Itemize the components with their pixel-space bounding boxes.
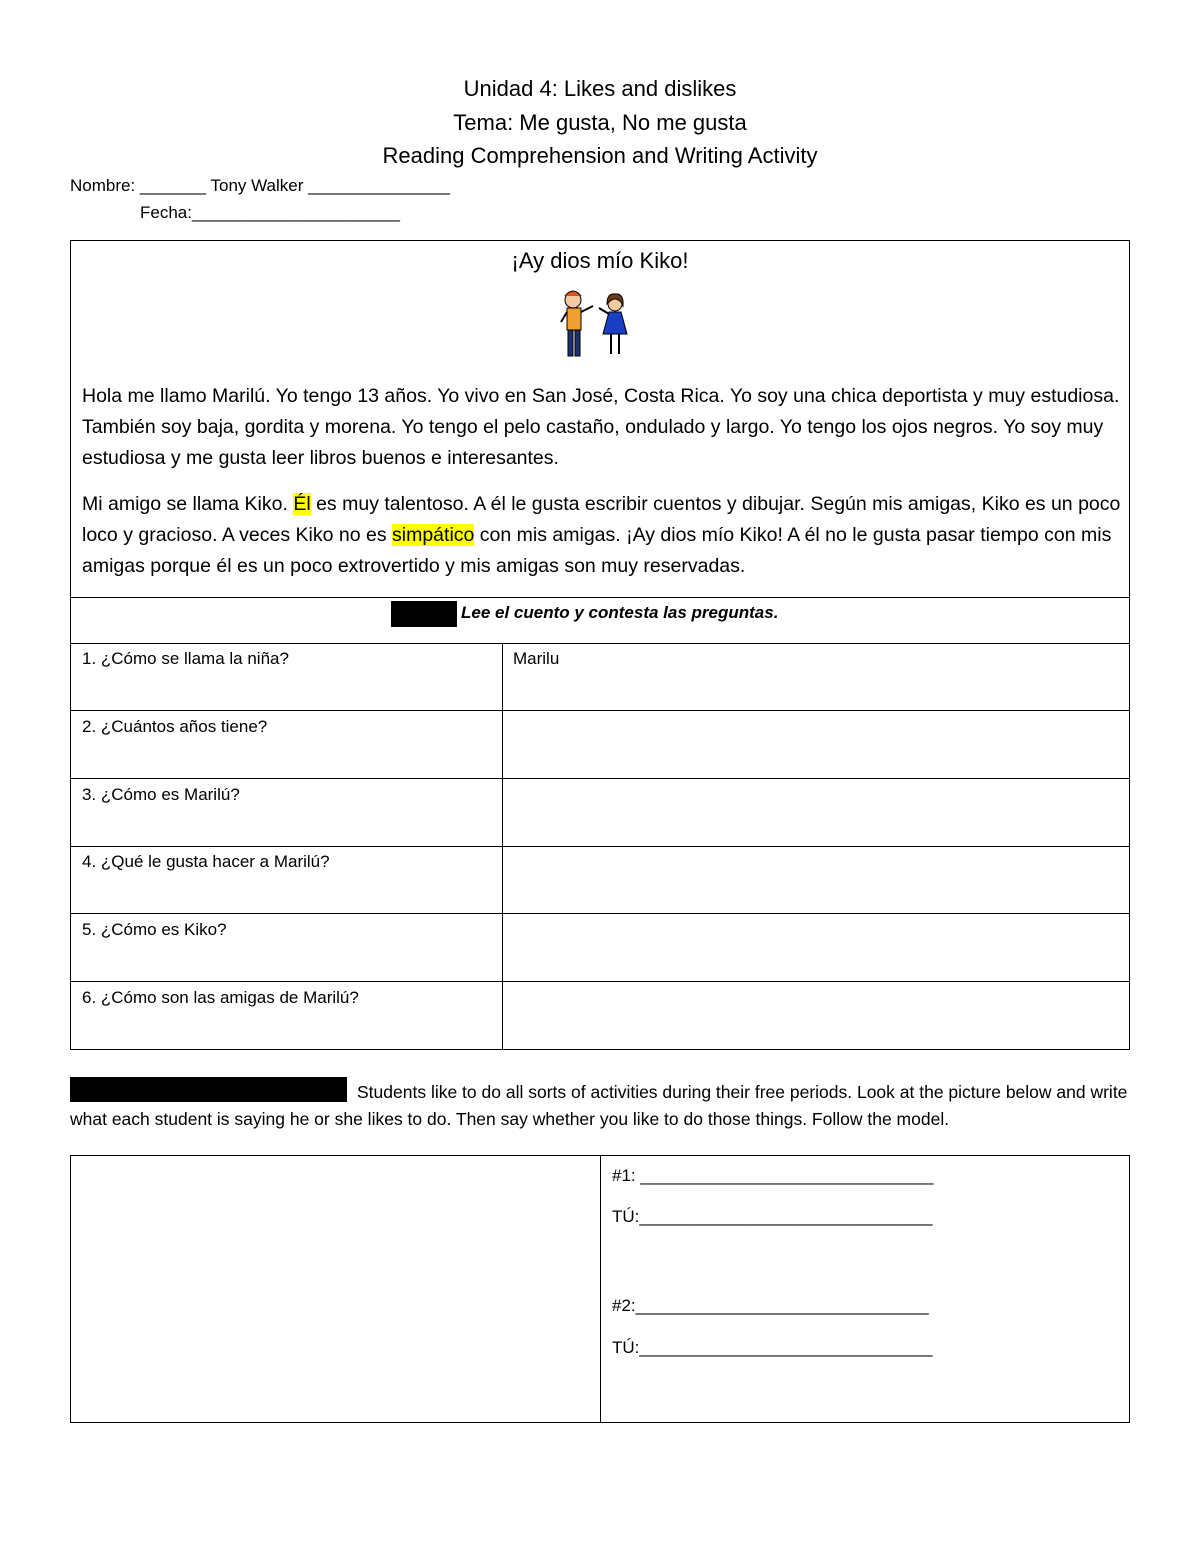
question-5: 5. ¿Cómo es Kiko? xyxy=(82,920,227,939)
two-children-icon xyxy=(555,288,639,366)
divider xyxy=(70,778,1130,779)
divider xyxy=(70,710,1130,711)
question-2: 2. ¿Cuántos años tiene? xyxy=(82,717,268,736)
answer-2[interactable] xyxy=(513,717,1113,772)
story-paragraph-2: Mi amigo se llama Kiko. Él es muy talentoso. A él le gusta escribir cuentos y dibujar. Según mis amigas, Kiko es un poco loco y gracioso. A veces Kiko no es simpático con mis amigas. ¡Ay dios mío Kiko! A él no le gusta pasar tiempo con mis amigas porque él es un poco extrovertido y mis amigas son muy reservadas. xyxy=(82,493,1121,577)
question-4: 4. ¿Qué le gusta hacer a Marilú? xyxy=(82,852,330,871)
divider xyxy=(70,643,1130,644)
answer-line-tu-1[interactable]: TÚ:_______________________________ xyxy=(612,1207,933,1226)
answer-6[interactable] xyxy=(513,988,1113,1043)
story-paragraph-1: Hola me llamo Marilú. Yo tengo 13 años. Yo vivo en San José, Costa Rica. Yo soy una chica deportista y muy estudiosa. También soy baja, gordita y morena. Yo tengo el pelo castaño, ondulado y largo. Yo tengo los ojos negros. Yo soy muy estudiosa y me gusta leer libros buenos e interesantes. xyxy=(82,385,1120,469)
highlight-el: Él xyxy=(293,493,311,515)
answer-line-tu-2[interactable]: TÚ:_______________________________ xyxy=(612,1338,933,1357)
instructions-read: Lee el cuento y contesta las preguntas. xyxy=(461,603,779,622)
question-6: 6. ¿Cómo son las amigas de Marilú? xyxy=(82,988,359,1007)
writing-instructions: Students like to do all sorts of activities during their free periods. Look at the picture below and write what each student is saying he or she likes to do. Then say whether you like to do those things. Follow the model. xyxy=(70,1082,1128,1129)
answer-4[interactable] xyxy=(513,852,1113,907)
answer-line-2[interactable]: #2:_______________________________ xyxy=(612,1296,929,1315)
date-field[interactable]: Fecha:______________________ xyxy=(140,203,400,222)
page-title: Unidad 4: Likes and dislikes xyxy=(463,76,737,101)
question-3: 3. ¿Cómo es Marilú? xyxy=(82,785,240,804)
page-subtitle: Reading Comprehension and Writing Activity xyxy=(382,143,818,168)
name-field[interactable]: Nombre: _______ Tony Walker _______________ xyxy=(70,176,450,195)
answer-1[interactable]: Marilu xyxy=(513,649,560,668)
divider xyxy=(70,913,1130,914)
divider xyxy=(70,981,1130,982)
story-title: ¡Ay dios mío Kiko! xyxy=(511,248,689,273)
divider xyxy=(70,597,1130,598)
page-theme: Tema: Me gusta, No me gusta xyxy=(453,110,747,135)
column-divider xyxy=(600,1155,601,1423)
redaction-box xyxy=(391,601,457,627)
answer-3[interactable] xyxy=(513,785,1113,840)
divider xyxy=(70,846,1130,847)
question-1: 1. ¿Cómo se llama la niña? xyxy=(82,649,289,668)
highlight-simpatico: simpático xyxy=(392,524,475,546)
answer-5[interactable] xyxy=(513,920,1113,975)
answer-line-1[interactable]: #1: _______________________________ xyxy=(612,1166,934,1185)
